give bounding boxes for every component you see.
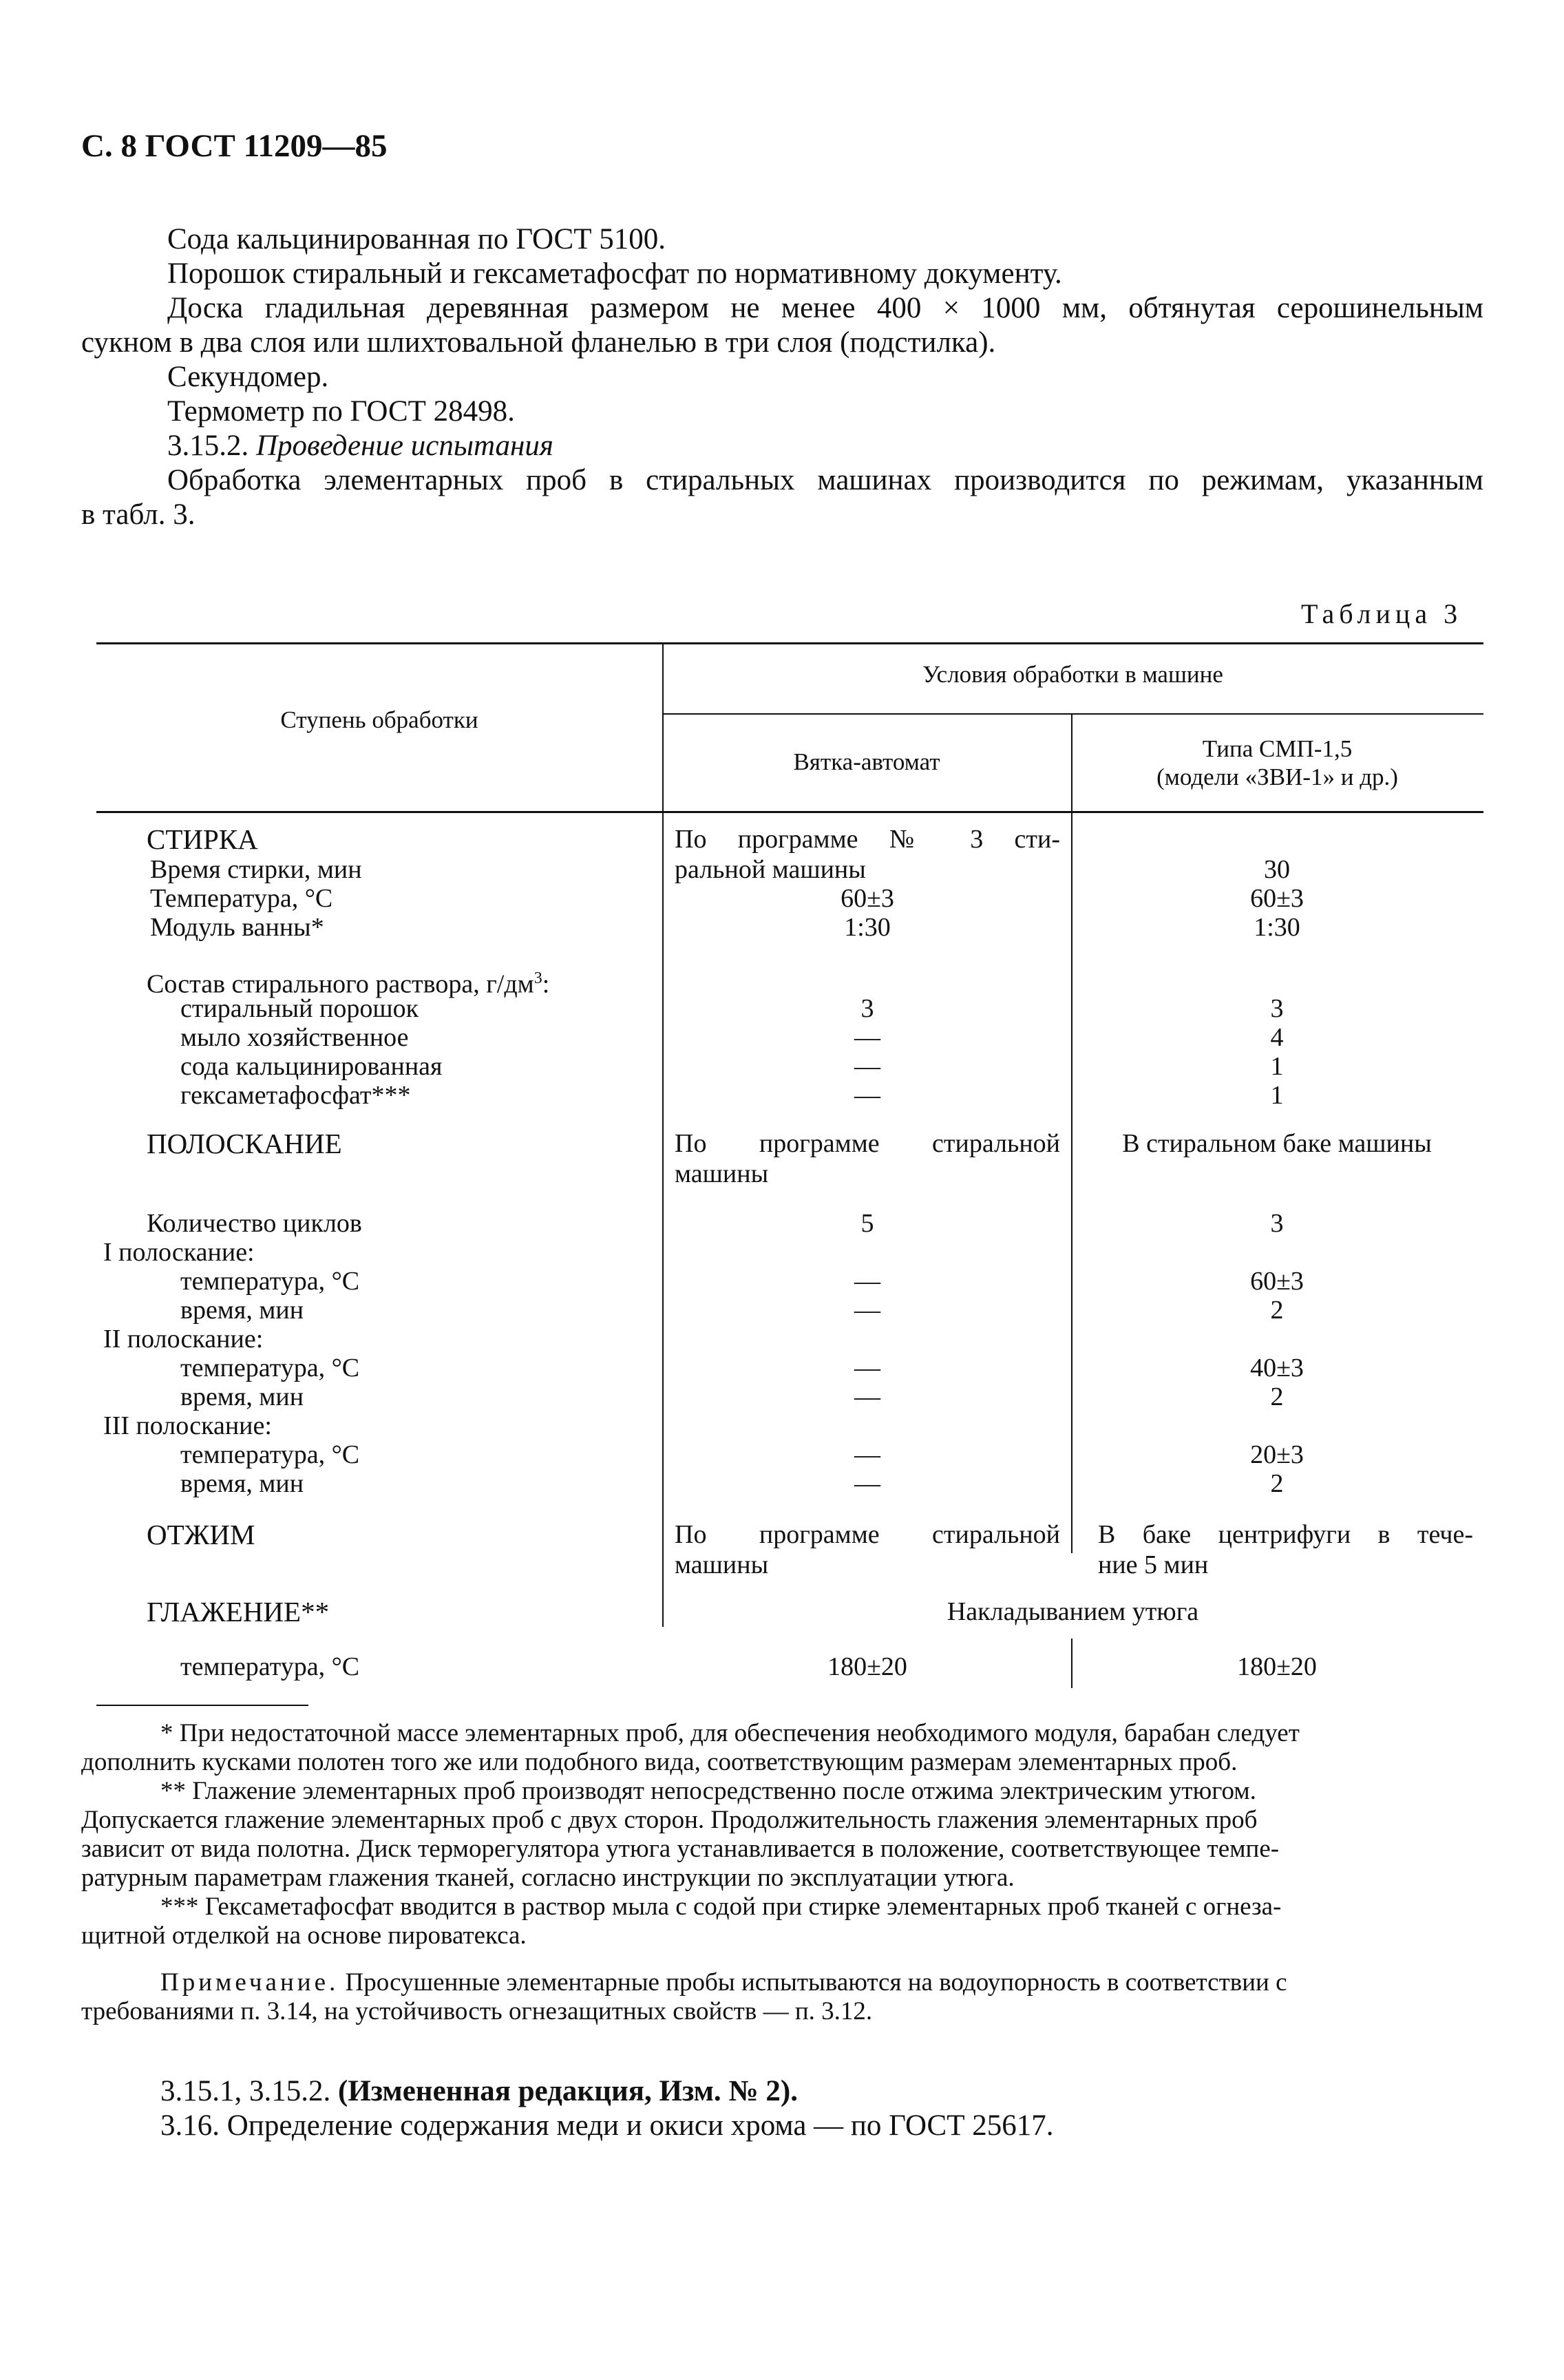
solution-title: Состав стирального раствора, $г/дм^3$: bbox=[147, 969, 550, 999]
table-header-bottom-rule bbox=[96, 811, 1483, 813]
col3-header-line-2: (модели «ЗВИ-1» и др.) bbox=[1156, 764, 1398, 790]
rinse-2-c3-temp: 40±3 bbox=[1250, 1354, 1304, 1382]
solution-c2-soap: — bbox=[854, 1023, 880, 1052]
footnote-2-line-1: ** Глажение элементарных проб производят непосредственно после отжима электрическим утюгом. bbox=[160, 1777, 1256, 1805]
note-label: Примечание. bbox=[160, 1968, 339, 1997]
footnote-2-line-3: зависит от вида полотна. Диск терморегулятора утюга устанавливается в положение, соответствующее темпе- bbox=[81, 1835, 1280, 1863]
rinse-2-c3-time: 2 bbox=[1270, 1382, 1284, 1411]
note-text-1: Просушенные элементарные пробы испытываются на водоупорность в соответствии с bbox=[345, 1968, 1287, 1997]
note-line-1 bbox=[160, 1968, 1287, 1998]
solution-c3-soap: 4 bbox=[1270, 1023, 1284, 1052]
footnote-1-line-2: дополнить кусками полотен того же или подобного вида, соответствующим размерам элементарных проб. bbox=[81, 1748, 1238, 1776]
intro-line-5: Секундомер. bbox=[167, 361, 329, 393]
wash-row-time: Время стирки, мин bbox=[150, 855, 362, 884]
closing-line-1 bbox=[160, 2074, 798, 2109]
wash-c2-module: 1:30 bbox=[844, 913, 891, 942]
solution-c2-hexameta: — bbox=[854, 1081, 880, 1110]
intro-line-6: Термометр по ГОСТ 28498. bbox=[167, 395, 515, 428]
wash-c2-temp: 60±3 bbox=[841, 884, 894, 913]
solution-row-powder: стиральный порошок bbox=[180, 994, 419, 1023]
intro-line-3: Доска гладильная деревянная размером не менее 400 × 1000 мм, обтянутая серошинельным bbox=[167, 292, 1483, 324]
note-line-2: требованиями п. 3.14, на устойчивость огнезащитных свойств — п. 3.12. bbox=[81, 1997, 873, 2025]
spin-c3-line-2: ние 5 мин bbox=[1098, 1550, 1209, 1579]
footnote-1-line-1: * При недостаточной массе элементарных проб, для обеспечения необходимого модуля, барабан следует bbox=[160, 1719, 1300, 1747]
wash-row-module: Модуль ванны* bbox=[150, 913, 324, 942]
col1-header: Ступень обработки bbox=[280, 706, 478, 733]
rinse-title: ПОЛОСКАНИЕ bbox=[147, 1128, 342, 1159]
rinse-c2-line-2: машины bbox=[675, 1159, 769, 1188]
rinse-3-c3-time: 2 bbox=[1270, 1469, 1284, 1498]
iron-title: ГЛАЖЕНИЕ** bbox=[147, 1596, 330, 1628]
col3-header-line-1: Типа СМП-1,5 bbox=[1202, 735, 1353, 762]
rinse-c2-line-1: По программе стиральной bbox=[675, 1129, 1060, 1158]
solution-row-soda: сода кальцинированная bbox=[180, 1052, 443, 1081]
intro-line-1: Сода кальцинированная по ГОСТ 5100. bbox=[167, 223, 666, 255]
wash-c2-line-2: ральной машины bbox=[675, 855, 866, 884]
section-number: 3.15.2. bbox=[167, 430, 249, 462]
footnote-3-line-2: щитной отделкой на основе пироватекса. bbox=[81, 1921, 527, 1950]
group-header: Условия обработки в машине bbox=[922, 661, 1223, 688]
solution-c3-powder: 3 bbox=[1270, 994, 1284, 1023]
rinse-3-c2-time: — bbox=[854, 1469, 880, 1498]
wash-c3-time: 30 bbox=[1264, 855, 1290, 884]
solution-c2-soda: — bbox=[854, 1052, 880, 1081]
rinse-c3-cycles: 3 bbox=[1270, 1209, 1284, 1238]
solution-c2-powder: 3 bbox=[860, 994, 874, 1023]
closing-amendment: (Измененная редакция, Изм. № 2). bbox=[338, 2075, 798, 2107]
iron-col-divider bbox=[1071, 1639, 1072, 1688]
spin-c3-line-1: В баке центрифуги в тече- bbox=[1098, 1520, 1473, 1549]
solution-row-soap: мыло хозяйственное bbox=[180, 1023, 409, 1052]
section-title: Проведение испытания bbox=[256, 430, 553, 462]
wash-c3-module: 1:30 bbox=[1254, 913, 1300, 942]
wash-row-temp: Температура, °С bbox=[150, 884, 333, 913]
rinse-2-time: время, мин bbox=[180, 1382, 304, 1411]
rinse-1-time: время, мин bbox=[180, 1296, 304, 1325]
rinse-1-c2-temp: — bbox=[854, 1267, 880, 1296]
closing-ref: 3.15.1, 3.15.2. bbox=[160, 2075, 331, 2107]
table-col-divider-1 bbox=[662, 644, 664, 1627]
intro-line-9: в табл. 3. bbox=[81, 498, 196, 531]
iron-c2-temp: 180±20 bbox=[827, 1652, 907, 1681]
rinse-1-c3-temp: 60±3 bbox=[1250, 1267, 1304, 1296]
solution-c3-soda: 1 bbox=[1270, 1052, 1284, 1081]
footnote-3-line-1: *** Гексаметафосфат вводится в раствор мыла с содой при стирке элементарных проб тканей с огнеза- bbox=[160, 1893, 1282, 1921]
rinse-1-c3-time: 2 bbox=[1270, 1296, 1284, 1325]
table-col-divider-2 bbox=[1071, 713, 1072, 1553]
table-title: Таблица 3 bbox=[1301, 598, 1463, 629]
iron-merged: Накладыванием утюга bbox=[947, 1597, 1199, 1626]
spin-c2-line-2: машины bbox=[675, 1550, 769, 1579]
intro-line-8: Обработка элементарных проб в стиральных машинах производится по режимам, указанным bbox=[167, 464, 1483, 496]
rinse-2-temp: температура, °С bbox=[180, 1354, 360, 1382]
wash-c3-temp: 60±3 bbox=[1250, 884, 1304, 913]
closing-line-2: 3.16. Определение содержания меди и окиси хрома — по ГОСТ 25617. bbox=[160, 2109, 1054, 2142]
section-heading bbox=[167, 428, 553, 464]
solution-c3-hexameta: 1 bbox=[1270, 1081, 1284, 1110]
iron-row-temp: температура, °С bbox=[180, 1652, 360, 1681]
solution-row-hexameta: гексаметафосфат*** bbox=[180, 1081, 411, 1110]
footnote-rule bbox=[96, 1705, 308, 1706]
rinse-2-c2-temp: — bbox=[854, 1354, 880, 1382]
rinse-2-label: II полоскание: bbox=[103, 1325, 264, 1354]
rinse-3-time: время, мин bbox=[180, 1469, 304, 1498]
table-top-rule bbox=[96, 642, 1483, 644]
rinse-c3: В стиральном баке машины bbox=[1122, 1129, 1432, 1158]
spin-title: ОТЖИМ bbox=[147, 1519, 255, 1550]
rinse-2-c2-time: — bbox=[854, 1382, 880, 1411]
rinse-1-c2-time: — bbox=[854, 1296, 880, 1325]
rinse-3-label: III полоскание: bbox=[103, 1411, 272, 1440]
iron-c3-temp: 180±20 bbox=[1237, 1652, 1317, 1681]
rinse-row-cycles: Количество циклов bbox=[147, 1209, 362, 1238]
rinse-c2-cycles: 5 bbox=[860, 1209, 874, 1238]
footnote-2-line-4: ратурным параметрам глажения тканей, согласно инструкции по эксплуатации утюга. bbox=[81, 1864, 1015, 1892]
table-header-mid-rule bbox=[662, 713, 1483, 715]
rinse-3-c3-temp: 20±3 bbox=[1250, 1440, 1304, 1469]
col2-header: Вятка-автомат bbox=[793, 748, 940, 775]
rinse-1-label: I полоскание: bbox=[103, 1238, 255, 1267]
page-header: С. 8 ГОСТ 11209—85 bbox=[81, 128, 388, 164]
footnote-2-line-2: Допускается глажение элементарных проб с двух сторон. Продолжительность глажения элементарных проб bbox=[81, 1806, 1258, 1834]
rinse-1-temp: температура, °С bbox=[180, 1267, 360, 1296]
wash-c2-line-1: По программе № 3 сти- bbox=[675, 825, 1060, 854]
rinse-3-c2-temp: — bbox=[854, 1440, 880, 1469]
wash-title: СТИРКА bbox=[147, 823, 258, 855]
rinse-3-temp: температура, °С bbox=[180, 1440, 360, 1469]
intro-line-4: сукном в два слоя или шлихтовальной фланелью в три слоя (подстилка). bbox=[81, 326, 996, 359]
spin-c2-line-1: По программе стиральной bbox=[675, 1520, 1060, 1549]
intro-line-2: Порошок стиральный и гексаметафосфат по нормативному документу. bbox=[167, 257, 1062, 290]
